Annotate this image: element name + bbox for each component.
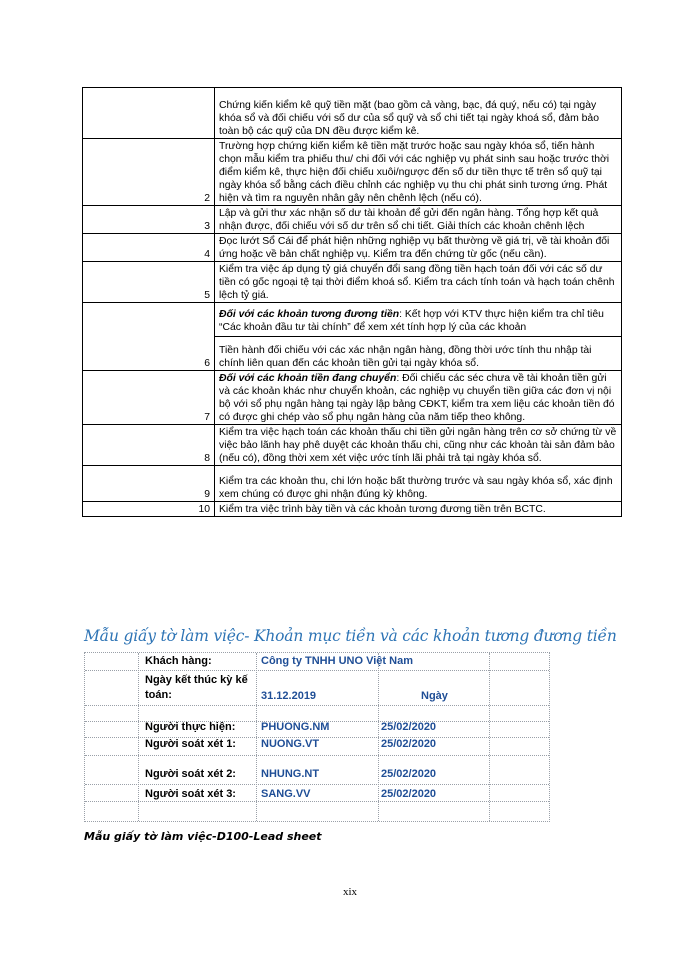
reviewer3-date: 25/02/2020 — [381, 788, 437, 800]
reviewer2-label: Người soát xét 2: — [145, 768, 236, 780]
procedure-text: Tiền hành đối chiếu với các xác nhận ngân hàng, đồng thời ước tính thu nhập tài chính liên quan đến các khoản tiền gửi tại ngày khóa sổ. — [215, 337, 622, 371]
period-label: Ngày kết thúc kỳ kế — [145, 674, 248, 686]
procedure-text: Chứng kiến kiểm kê quỹ tiền mặt (bao gồm cả vàng, bạc, đá quý, nếu có) tại ngày khóa sổ và đối chiếu với số dư của sổ quỹ và sổ chi tiết tại ngày khoá sổ, đảm bảo toàn bộ các quỹ của DN đều được kiểm kê. — [215, 88, 622, 139]
reviewer2-date: 25/02/2020 — [381, 768, 437, 780]
grid-line — [85, 705, 549, 706]
client-value: Công ty TNHH UNO Việt Nam — [261, 655, 413, 667]
row-number: 10 — [83, 502, 215, 517]
table-row — [83, 234, 622, 262]
row-number: 5 — [83, 262, 215, 303]
procedure-heading: Đối với các khoản tương đương tiền — [219, 309, 400, 320]
reviewer1-value: NUONG.VT — [261, 738, 320, 750]
procedure-text: Trường hợp chứng kiến kiểm kê tiền mặt trước hoặc sau ngày khóa sổ, tiến hành chọn mẫu kiểm tra phiếu thu/ chi đối với các nghiệp vụ phát sinh sau hoặc trước thời điểm kiểm kê, thực hiện đối chiếu xuôi/ngược đến số dư tiền thực tế trên sổ quỹ tại ngày khóa sổ bằng cách điều chỉnh các nghiệp vụ thu chi phát sinh tương ứng. Phát hiện và tìm ra nguyên nhân gây nên chênh lệch (nếu có). — [215, 139, 622, 206]
audit-procedures-table — [82, 87, 622, 517]
reviewer2-value: NHUNG.NT — [261, 768, 320, 780]
table-row — [83, 425, 622, 466]
row-number: 9 — [83, 466, 215, 502]
table-row — [83, 139, 622, 206]
period-label-line2: toán: — [145, 689, 172, 701]
row-number: 7 — [83, 371, 215, 425]
row-number: 8 — [83, 425, 215, 466]
procedure-text: Kiểm tra việc hạch toán các khoản thấu chi tiền gửi ngân hàng trên cơ sở chứng từ về việc bảo lãnh hay phê duyệt các khoản thấu chi, cũng như các khoản tài sản đảm bảo (nếu có), đồng thời xem xét việc ước tính lãi phải trả tại ngày khóa sổ. — [215, 425, 622, 466]
period-value: 31.12.2019 — [261, 690, 317, 702]
preparer-value: PHUONG.NM — [261, 721, 330, 733]
row-number: 3 — [83, 206, 215, 234]
grid-line — [85, 801, 549, 802]
date-column-header: Ngày — [421, 690, 448, 702]
grid-line — [85, 784, 549, 785]
section-caption: Mẫu giấy tờ làm việc- Khoản mục tiền và các khoản tương đương tiền — [84, 627, 617, 645]
procedure-text: Đối với các khoản tương đương tiền: Kết hợp với KTV thực hiện kiểm tra chỉ tiêu “Các khoản đầu tư tài chính” để xem xét tính hợp lý của các khoản — [215, 303, 622, 337]
row-number: 2 — [83, 139, 215, 206]
reviewer3-label: Người soát xét 3: — [145, 788, 236, 800]
figure-caption: Mẫu giấy tờ làm việc-D100-Lead sheet — [84, 830, 322, 843]
row-number: 6 — [83, 303, 215, 371]
grid-line — [85, 755, 549, 756]
row-number — [83, 88, 215, 139]
reviewer3-value: SANG.VV — [261, 788, 311, 800]
procedure-heading: Đối với các khoản tiền đang chuyển — [219, 373, 397, 384]
reviewer1-label: Người soát xét 1: — [145, 738, 236, 750]
preparer-label: Người thực hiện: — [145, 721, 236, 733]
procedure-text: Lập và gửi thư xác nhận số dư tài khoản để gửi đến ngân hàng. Tổng hợp kết quả nhận được, đối chiếu với số dư trên sổ chi tiết. Giải thích các khoản chênh lệch — [215, 206, 622, 234]
procedure-text: Kiểm tra việc áp dụng tỷ giá chuyển đổi sang đồng tiền hạch toán đối với các số dư tiền có gốc ngoại tệ tại thời điểm khoá sổ. Kiểm tra cách tính toán và hạch toán chênh lệch tỷ giá. — [215, 262, 622, 303]
procedure-text: Kiểm tra các khoản thu, chi lớn hoặc bất thường trước và sau ngày khóa sổ, xác định xem chúng có được ghi nhận đúng kỳ không. — [215, 466, 622, 502]
grid-line — [85, 670, 549, 671]
procedure-text: Đối với các khoản tiền đang chuyển: Đối chiếu các séc chưa về tài khoản tiền gửi và các khoản khác như chuyển khoản, các nghiệp vụ chuyển tiền giữa các đơn vị nội bộ với sổ phụ ngân hàng tại ngày lập bảng CĐKT, kiểm tra xem liệu các khoản tiền đó có được ghi chép vào sổ phụ ngân hàng của năm tiếp theo không. — [215, 371, 622, 425]
reviewer1-date: 25/02/2020 — [381, 738, 437, 750]
page-number: xix — [342, 886, 358, 898]
procedure-text: Đọc lướt Sổ Cái để phát hiện những nghiệp vụ bất thường về giá trị, về tài khoản đối ứng hoặc về bản chất nghiệp vụ. Kiểm tra đến chứng từ gốc (nếu cần). — [215, 234, 622, 262]
table-row — [83, 502, 622, 517]
table-row — [83, 206, 622, 234]
row-number: 4 — [83, 234, 215, 262]
client-label: Khách hàng: — [145, 655, 212, 667]
table-row — [83, 88, 622, 139]
table-row — [83, 303, 622, 337]
table-row — [83, 466, 622, 502]
table-row — [83, 371, 622, 425]
procedure-text: Kiểm tra việc trình bày tiền và các khoản tương đương tiền trên BCTC. — [215, 502, 622, 517]
working-paper-header — [84, 652, 550, 822]
preparer-date: 25/02/2020 — [381, 721, 437, 733]
table-row — [83, 262, 622, 303]
